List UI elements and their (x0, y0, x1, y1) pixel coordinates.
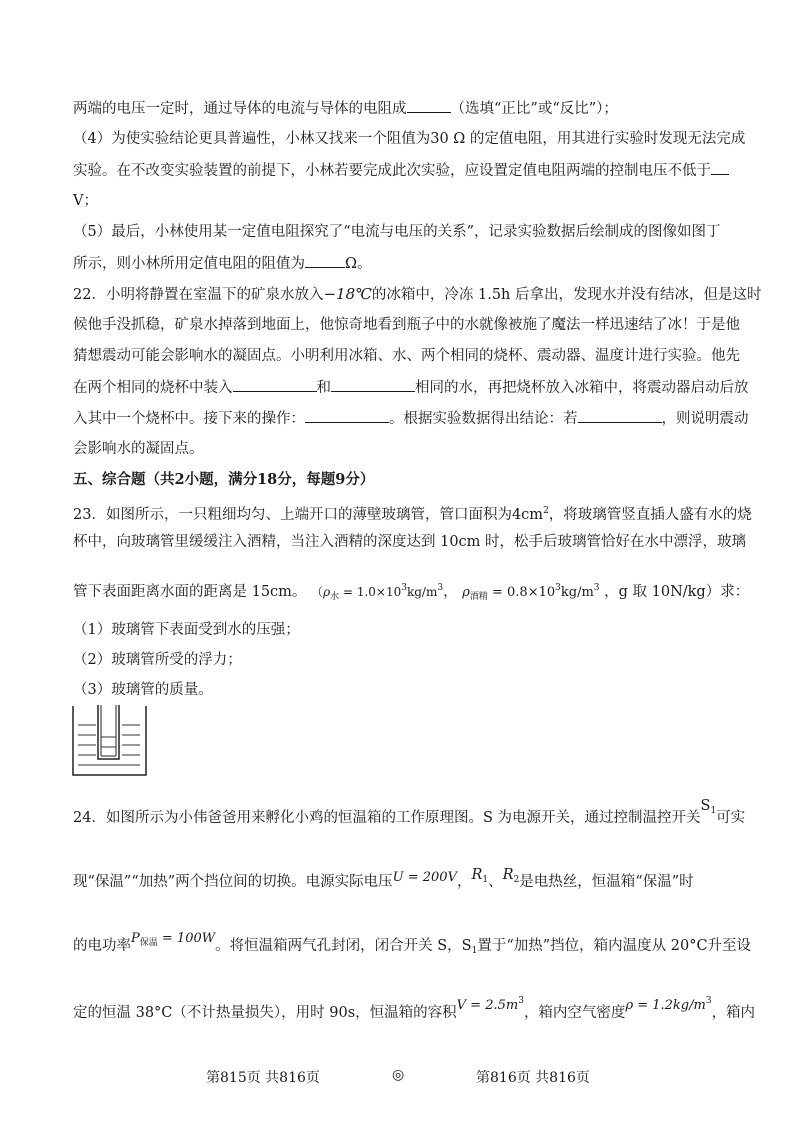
text: 现“保温”“加热”两个挡位间的切换。电源实际电压 (73, 874, 393, 890)
text: 的电功率 (73, 938, 131, 954)
text-line (73, 996, 760, 1024)
text: ，g 取 10N/kg）求： (604, 584, 750, 600)
answer-blank (233, 377, 317, 392)
formula: $\rho = 1.2kg/m^3$ (625, 996, 712, 1013)
answer-blank (331, 377, 415, 392)
text: 两端的电压一定时，通过导体的电流与导体的电阻成 (73, 101, 407, 117)
formula-sup: 2 (543, 506, 549, 516)
text-line (73, 253, 760, 274)
text-line: 杯中，向玻璃管里缓缓注入酒精，当注入酒精的深度达到 10cm 时，松手后玻璃管恰好在水中漂浮，玻璃 (73, 534, 747, 550)
text-line: 会影响水的凝固点。 (73, 441, 204, 457)
text: 入其中一个烧杯中。接下来的操作： (73, 411, 305, 427)
text: ，箱内 (711, 1005, 756, 1021)
text: 实验。在不改变实验装置的前提下，小林若要完成此次实验，应设置定值电阻两端的控制电压不低于 (73, 163, 711, 179)
text-line: 管下表面距离水面的距离是 15cm。 （$\rho_水 = 1.0\times 10^3kg/m^3$， $\rho_{酒精} = 0.8\times 10^3kg/m^3$ ，g 取 10N/kg）求： (73, 583, 750, 602)
text-line (73, 798, 760, 833)
text: ，则说明震动 (661, 411, 749, 427)
switch-s1-label: $S_1$ (461, 938, 478, 956)
answer-blank (305, 408, 389, 423)
text-line (73, 867, 760, 897)
text-line: 候他手没抓稳，矿泉水掉落到地面上，他惊奇地看到瓶子中的水就像被施了魔法一样迅速结了冰！于是他 (73, 317, 740, 333)
text: ，箱内空气密度 (523, 1005, 626, 1021)
text-line: V； (73, 193, 98, 209)
formula: $R_2$ (502, 867, 520, 885)
text-line (73, 408, 760, 429)
section-heading: 五、综合题（共2小题，满分18分，每题9分） (73, 471, 375, 488)
text: ，将玻璃管竖直插人盛有水的烧 (548, 507, 752, 523)
formula: U = 200V (392, 870, 457, 885)
text-line: （4）为使实验结论更具普遍性，小林又找来一个阻值为30 Ω 的定值电阻，用其进行实验时发现无法完成 (73, 131, 746, 147)
text: 是电热丝，恒温箱“保温”时 (519, 874, 694, 890)
text: 置于“加热”挡位，箱内温度从 20°C升至设 (477, 938, 752, 954)
text: 的冰箱中，冷冻 1.5h 后拿出，发现水并没有结冰，但是这时 (371, 287, 762, 303)
formula: $P_{保温} = 100W$ (131, 931, 216, 948)
text-line: （1）玻璃管下表面受到水的压强； (73, 622, 300, 638)
text-line (73, 501, 760, 525)
text: 和 (316, 380, 331, 396)
text: 、 (488, 874, 503, 890)
answer-blank (305, 253, 345, 268)
footer-page-left: 第815页 共816页 (206, 1070, 320, 1086)
text: 管下表面距离水面的距离是 15cm。 (73, 584, 307, 600)
text-line (73, 160, 760, 181)
text: （选填“正比”或“反比”）； (450, 101, 618, 117)
text: 可实 (716, 810, 746, 826)
text-line (73, 931, 760, 961)
text-line: 猜想震动可能会影响水的凝固点。小明利用冰箱、水、两个相同的烧杯、震动器、温度计进行实验。他先 (73, 348, 740, 364)
text: 相同的水，再把烧杯放入冰箱中，将震动器启动后放 (415, 380, 749, 396)
answer-blank (407, 98, 451, 113)
text: 22．小明将静置在室温下的矿泉水放入 (73, 287, 324, 303)
text-line: （2）玻璃管所受的浮力； (73, 652, 242, 668)
formula: $V = 2.5m^3$ (456, 996, 524, 1013)
text: 定的恒温 38°C（不计热量损失），用时 90s，恒温箱的容积 (73, 1005, 457, 1021)
beaker-figure (70, 703, 150, 779)
text: ， (456, 874, 472, 890)
text: 在两个相同的烧杯中装入 (73, 380, 233, 396)
formula: $R_1$ (471, 867, 489, 885)
text: Ω。 (345, 256, 372, 272)
text: 23．如图所示，一只粗细均匀、上端开口的薄壁玻璃管，管口面积为 (73, 507, 512, 523)
text-line: （5）最后，小林使用某一定值电阻探究了“电流与电压的关系”，记录实验数据后绘制成的图像如图丁 (73, 224, 721, 240)
density-alcohol-formula: $\rho_{酒精} = 0.8\times 10^3kg/m^3$ (462, 583, 600, 602)
text-line (73, 98, 760, 119)
text-line (73, 284, 760, 305)
text: 所示，则小林所用定值电阻的阻值为 (73, 256, 305, 272)
formula: 4cm (511, 507, 544, 523)
answer-blank (578, 408, 662, 423)
formula: −18℃ (323, 285, 372, 303)
text: 24．如图所示为小伟爸爸用来孵化小鸡的恒温箱的工作原理图。S 为电源开关，通过控制温控开关 (73, 810, 701, 826)
switch-s1-label: $S_1$ (700, 798, 717, 816)
density-water-formula: （$\rho_水 = 1.0\times 10^3kg/m^3$ (311, 583, 444, 602)
footer-page-right: 第816页 共816页 (476, 1070, 590, 1086)
text-line: （3）玻璃管的质量。 (73, 682, 213, 698)
footer-separator: ◎ (392, 1067, 405, 1083)
answer-blank (711, 160, 729, 175)
text-line (73, 377, 760, 398)
text: 。将恒温箱两气孔封闭，闭合开关 S， (215, 938, 462, 954)
text: 。根据实验数据得出结论：若 (389, 411, 578, 427)
